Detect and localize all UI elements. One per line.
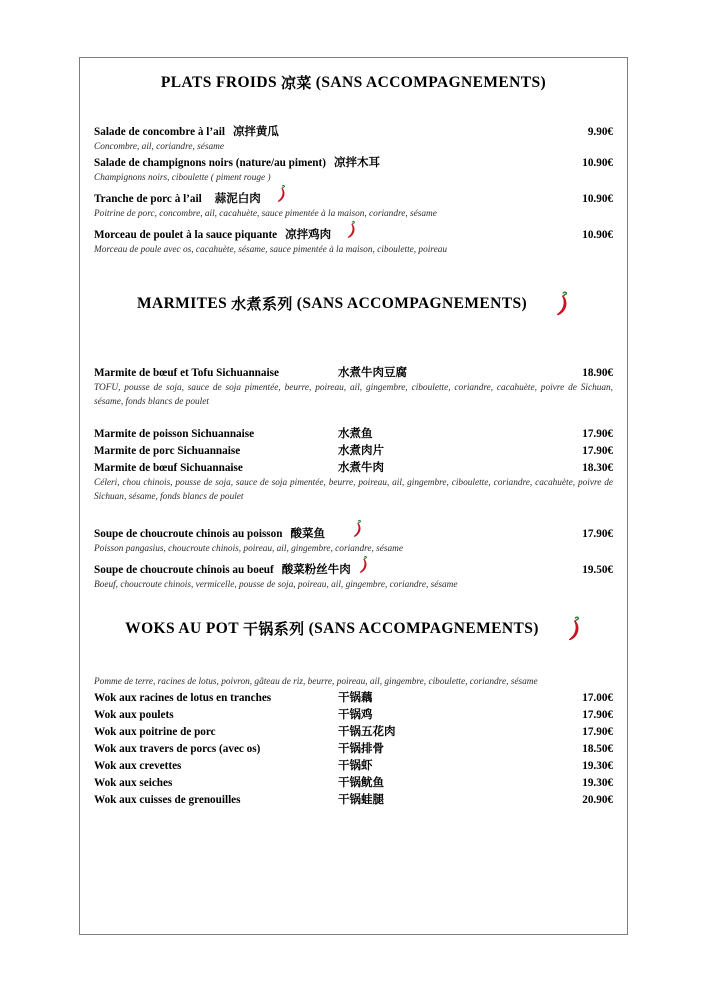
dish-name-fr: Wok aux racines de lotus en tranches bbox=[94, 692, 272, 704]
spacer bbox=[94, 504, 613, 520]
menu-item-row bbox=[94, 706, 613, 723]
section-title-cn: 干锅系列 bbox=[242, 620, 305, 638]
section-title-fr: WOKS AU POT bbox=[125, 619, 239, 637]
dish-name-fr: Marmite de bœuf Sichuannaise bbox=[94, 462, 243, 474]
menu-page bbox=[79, 57, 628, 935]
section-title-suffix: (SANS ACCOMPAGNEMENTS) bbox=[315, 73, 547, 91]
spacer bbox=[94, 316, 613, 350]
dish-name-cn: 干锅鸡 bbox=[338, 707, 373, 721]
dish-name-fr: Marmite de poisson Sichuannaise bbox=[94, 428, 255, 440]
section-title-suffix: (SANS ACCOMPAGNEMENTS) bbox=[296, 294, 528, 312]
section-title-fr: MARMITES bbox=[136, 294, 228, 312]
section-heading-woks bbox=[94, 616, 613, 641]
dish-name-fr: Wok aux poitrine de porc bbox=[94, 726, 216, 738]
dish-name-cn: 酸菜鱼 bbox=[290, 526, 325, 540]
menu-item-row bbox=[94, 757, 613, 774]
dish-price: 17.00€ bbox=[582, 692, 613, 704]
dish-name-cn: 蒜泥白肉 bbox=[214, 191, 261, 205]
dish-description: Poitrine de porc, concombre, ail, cacahuète, sauce pimentée à la maison, coriandre, sésame bbox=[94, 209, 437, 219]
dish-name-cn: 凉拌黄瓜 bbox=[232, 124, 279, 138]
dish-name-fr: Soupe de choucroute chinois au poisson bbox=[94, 528, 283, 540]
dish-description: Concombre, ail, coriandre, sésame bbox=[94, 142, 224, 152]
dish-name-cn: 酸菜粉丝牛肉 bbox=[281, 562, 351, 576]
section-title-cn: 凉菜 bbox=[280, 74, 312, 92]
dish-description: TOFU, pousse de soja, sauce de soja pimentée, beurre, poireau, ail, gingembre, ciboulette, coriandre, cacahuète, poivre de Sichuan, sésame, fonds blancs de poulet bbox=[94, 383, 613, 407]
spacer bbox=[94, 350, 613, 364]
dish-description: Champignons noirs, ciboulette ( piment rouge ) bbox=[94, 173, 271, 183]
menu-item-row bbox=[94, 723, 613, 740]
dish-price: 20.90€ bbox=[582, 794, 613, 806]
dish-name-cn: 水煮鱼 bbox=[338, 426, 373, 440]
dish-price: 17.90€ bbox=[582, 428, 613, 440]
section-title-cn: 水煮系列 bbox=[231, 295, 293, 313]
dish-price: 17.90€ bbox=[582, 528, 613, 540]
section-heading-plats-froids bbox=[94, 72, 613, 93]
dish-name-fr: Wok aux seiches bbox=[94, 777, 173, 789]
spacer bbox=[94, 58, 613, 72]
section-heading-marmites bbox=[94, 291, 613, 316]
menu-item-row bbox=[94, 774, 613, 791]
menu-content bbox=[80, 58, 627, 808]
menu-item-row bbox=[94, 740, 613, 757]
dish-price: 10.90€ bbox=[582, 193, 613, 205]
spacer bbox=[94, 409, 613, 425]
dish-price: 19.30€ bbox=[582, 760, 613, 772]
menu-item-row bbox=[94, 689, 613, 706]
spacer bbox=[94, 641, 613, 665]
dish-description: Boeuf, choucroute chinois, vermicelle, pousse de soja, poireau, ail, gingembre, coriandre, sésame bbox=[94, 580, 458, 590]
dish-name-fr: Morceau de poulet à la sauce piquante bbox=[94, 229, 278, 241]
menu-item-row bbox=[94, 123, 613, 140]
menu-item-row bbox=[94, 185, 613, 207]
spicy-chili-icon bbox=[331, 221, 357, 238]
menu-item-row bbox=[94, 154, 613, 171]
section-title-fr: PLATS FROIDS bbox=[160, 73, 277, 91]
dish-name-cn: 凉拌鸡肉 bbox=[285, 227, 332, 241]
spicy-chili-icon bbox=[325, 520, 363, 537]
dish-description: Céleri, chou chinois, pousse de soja, sauce de soja pimentée, beurre, poireau, ail, gingembre, ciboulette, coriandre, cacahuète, poivre de Sichuan, sésame, fonds blancs de poulet bbox=[94, 478, 613, 502]
spicy-chili-icon bbox=[261, 185, 287, 202]
spicy-chili-icon bbox=[553, 291, 570, 316]
dish-name-fr: Wok aux travers de porcs (avec os) bbox=[94, 743, 261, 755]
dish-price: 19.50€ bbox=[582, 564, 613, 576]
dish-name-cn: 干锅五花肉 bbox=[338, 724, 396, 738]
dish-name-fr: Soupe de choucroute chinois au boeuf bbox=[94, 564, 274, 576]
dish-name-fr: Wok aux crevettes bbox=[94, 760, 182, 772]
dish-name-fr: Marmite de bœuf et Tofu Sichuannaise bbox=[94, 367, 279, 379]
dish-name-fr: Wok aux poulets bbox=[94, 709, 174, 721]
dish-name-fr: Salade de concombre à l’ail bbox=[94, 126, 225, 138]
dish-description: Poisson pangasius, choucroute chinois, poireau, ail, gingembre, coriandre, sésame bbox=[94, 544, 404, 554]
menu-item-row bbox=[94, 459, 613, 476]
section-description: Pomme de terre, racines de lotus, poivron, gâteau de riz, beurre, poireau, ail, gingembre, ciboulette, coriandre, sésame bbox=[94, 677, 538, 687]
menu-item-row bbox=[94, 221, 613, 243]
dish-name-fr: Salade de champignons noirs (nature/au piment) bbox=[94, 157, 326, 169]
dish-name-cn: 干锅藕 bbox=[338, 690, 373, 704]
spicy-chili-icon bbox=[351, 556, 369, 573]
dish-price: 10.90€ bbox=[582, 229, 613, 241]
spacer bbox=[94, 665, 613, 675]
dish-price: 18.30€ bbox=[582, 462, 613, 474]
menu-item-row bbox=[94, 556, 613, 578]
dish-price: 17.90€ bbox=[582, 445, 613, 457]
dish-price: 17.90€ bbox=[582, 726, 613, 738]
dish-name-cn: 水煮肉片 bbox=[338, 443, 384, 457]
dish-name-fr: Marmite de porc Sichuannaise bbox=[94, 445, 241, 457]
dish-name-fr: Tranche de porc à l’ail bbox=[94, 193, 202, 205]
menu-item-row bbox=[94, 364, 613, 381]
spicy-chili-icon bbox=[565, 616, 582, 641]
menu-item-row bbox=[94, 425, 613, 442]
spacer bbox=[94, 93, 613, 123]
dish-price: 18.50€ bbox=[582, 743, 613, 755]
dish-name-cn: 凉拌木耳 bbox=[333, 155, 380, 169]
dish-price: 17.90€ bbox=[582, 709, 613, 721]
dish-name-fr: Wok aux cuisses de grenouilles bbox=[94, 794, 241, 806]
spacer bbox=[94, 257, 613, 291]
dish-price: 10.90€ bbox=[582, 157, 613, 169]
section-title-suffix: (SANS ACCOMPAGNEMENTS) bbox=[308, 619, 539, 637]
menu-item-row bbox=[94, 442, 613, 459]
dish-name-cn: 干锅虾 bbox=[338, 758, 373, 772]
dish-price: 18.90€ bbox=[582, 367, 613, 379]
dish-name-cn: 水煮牛肉 bbox=[338, 460, 384, 474]
spacer bbox=[94, 592, 613, 616]
menu-item-row bbox=[94, 791, 613, 808]
dish-price: 9.90€ bbox=[587, 126, 613, 138]
dish-description: Morceau de poule avec os, cacahuète, sésame, sauce pimentée à la maison, ciboulette, poireau bbox=[94, 245, 448, 255]
dish-name-cn: 干锅排骨 bbox=[338, 741, 384, 755]
menu-item-row bbox=[94, 520, 613, 542]
dish-name-cn: 干锅蛙腿 bbox=[338, 792, 384, 806]
dish-name-cn: 干锅鱿鱼 bbox=[338, 775, 384, 789]
dish-price: 19.30€ bbox=[582, 777, 613, 789]
dish-name-cn: 水煮牛肉豆腐 bbox=[338, 365, 407, 379]
